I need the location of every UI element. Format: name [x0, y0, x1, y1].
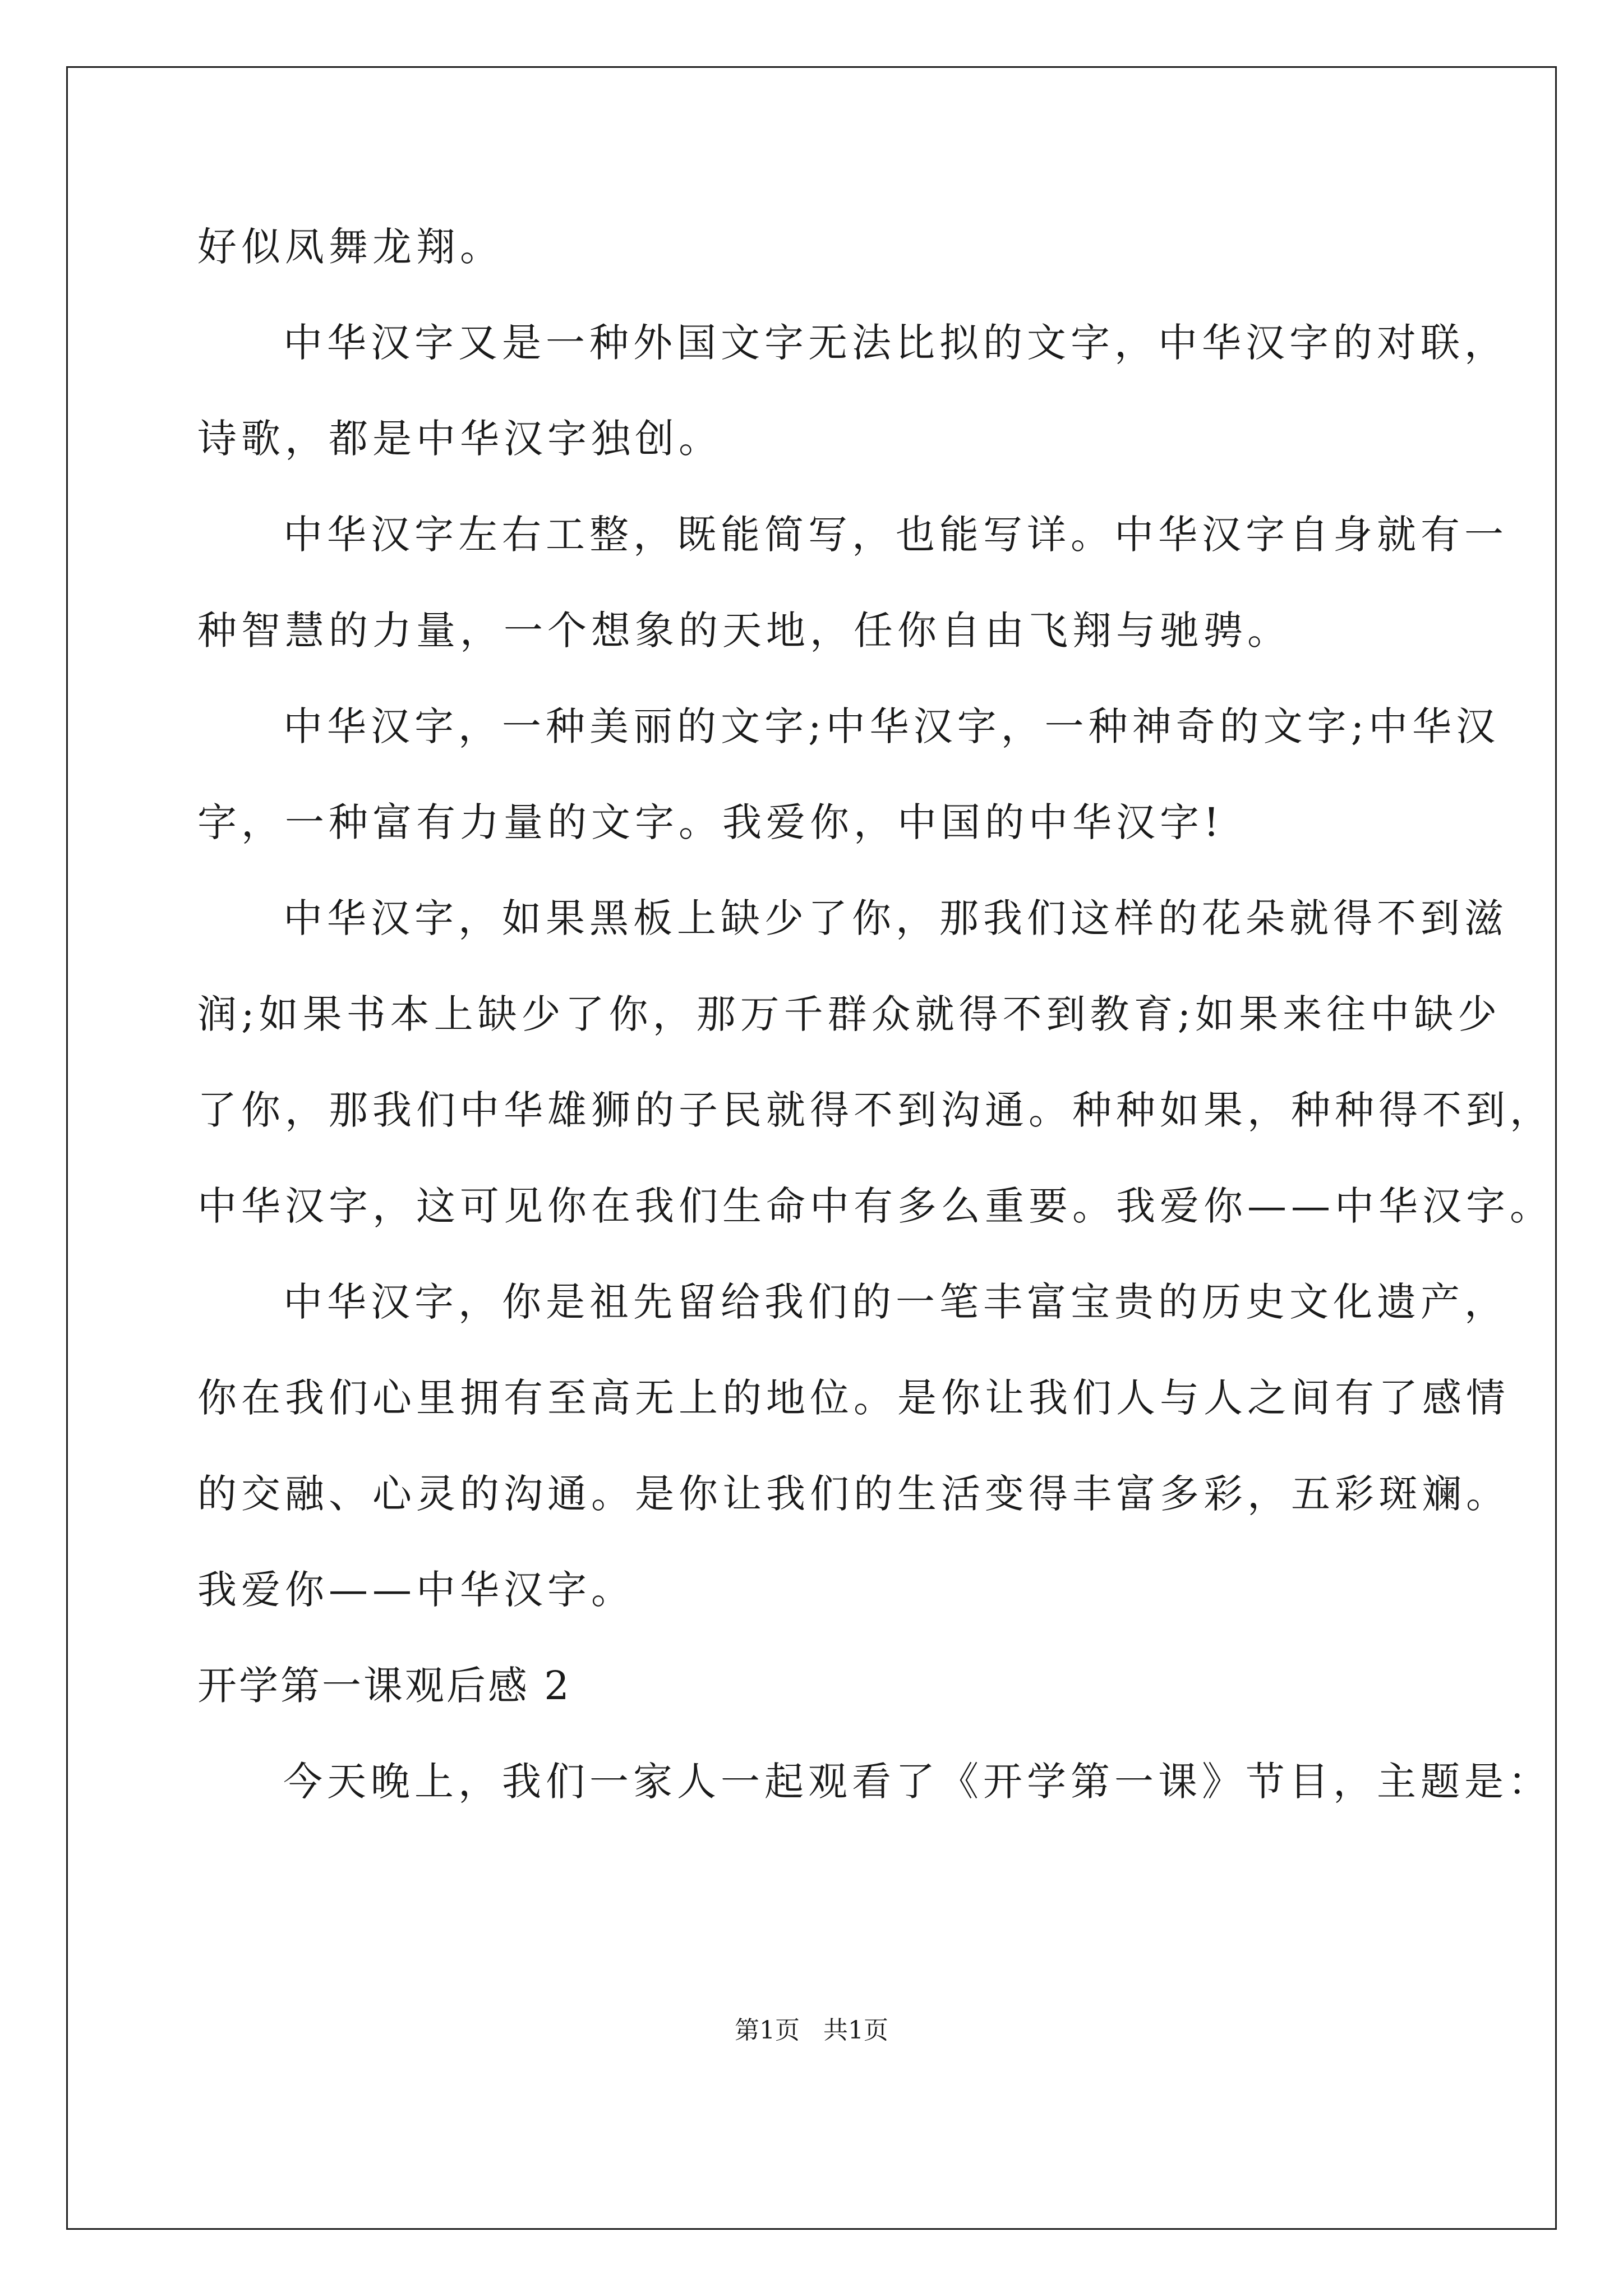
text-line: 你在我们心里拥有至高无上的地位。是你让我们人与人之间有了感情 [197, 1375, 1510, 1421]
text-line: 我爱你——中华汉字。 [197, 1567, 635, 1613]
text-line: 今天晚上，我们一家人一起观看了《开学第一课》节目，主题是： [283, 1759, 1552, 1805]
text-line: 润;如果书本上缺少了你，那万千群众就得不到教育;如果来往中缺少 [197, 991, 1502, 1037]
text-line: 诗歌，都是中华汉字独创。 [197, 416, 722, 462]
text-line: 中华汉字，这可见你在我们生命中有多么重要。我爱你——中华汉字。 [197, 1183, 1553, 1229]
text-line: 中华汉字，如果黑板上缺少了你，那我们这样的花朵就得不到滋 [283, 895, 1508, 941]
page-footer: 第1页 共1页 [735, 2016, 888, 2045]
section-heading: 开学第一课观后感 2 [197, 1663, 571, 1709]
text-line: 种智慧的力量，一个想象的天地，任你自由飞翔与驰骋。 [197, 608, 1291, 654]
page-border [66, 66, 1557, 2230]
text-line: 中华汉字又是一种外国文字无法比拟的文字，中华汉字的对联， [283, 320, 1508, 366]
text-line: 中华汉字左右工整，既能简写，也能写详。中华汉字自身就有一 [283, 512, 1508, 558]
text-line: 的交融、心灵的沟通。是你让我们的生活变得丰富多彩，五彩斑斓。 [197, 1471, 1510, 1517]
text-line: 了你，那我们中华雄狮的子民就得不到沟通。种种如果，种种得不到， [197, 1087, 1553, 1133]
text-line: 好似凤舞龙翔。 [197, 224, 504, 270]
text-line: 中华汉字，你是祖先留给我们的一笔丰富宝贵的历史文化遗产， [283, 1279, 1508, 1325]
text-line: 字，一种富有力量的文字。我爱你，中国的中华汉字! [197, 799, 1224, 845]
text-line: 中华汉字，一种美丽的文字;中华汉字，一种神奇的文字;中华汉 [283, 703, 1500, 749]
